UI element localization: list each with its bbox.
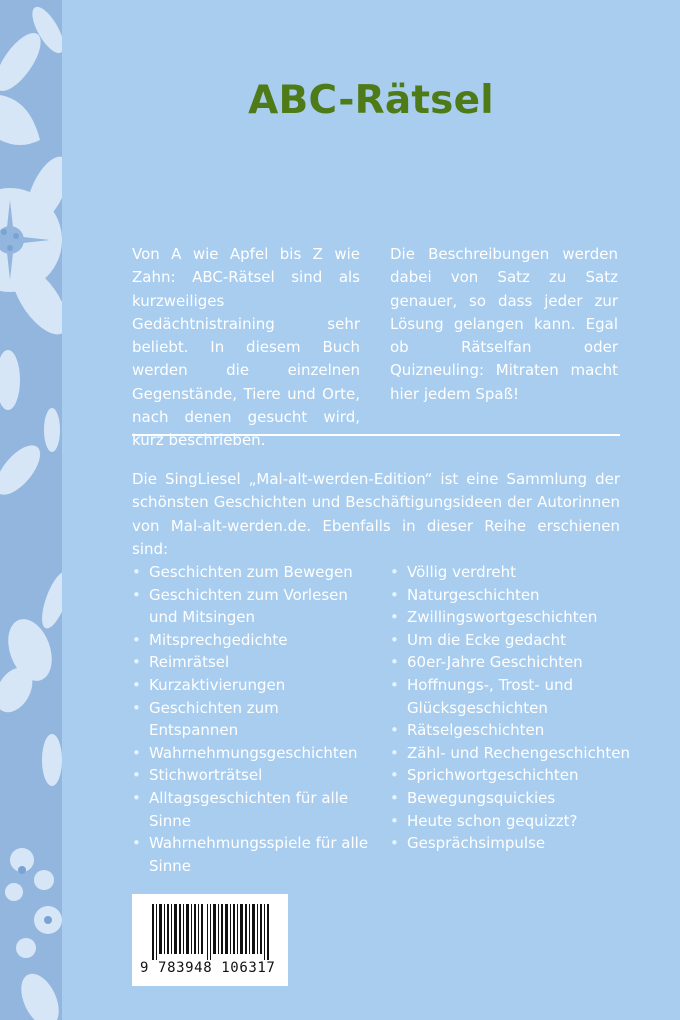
description-left: Von A wie Apfel bis Z wie Zahn: ABC-Rätsel sind als kurzweiliges Gedächtnistraining sehr beliebt. In diesem Buch werden die einzelnen Gegenstände, Tiere und Orte, nach denen gesucht wird, kurz beschrieben. bbox=[132, 245, 360, 450]
list-item: • Rätselgeschichten bbox=[390, 719, 630, 742]
flower-pattern-icon bbox=[0, 0, 62, 1020]
list-item: • Wahrnehmungsgeschichten bbox=[132, 742, 372, 765]
list-item: • Bewegungsquickies bbox=[390, 787, 630, 810]
list-item: • Gesprächsimpulse bbox=[390, 832, 630, 855]
list-item: • Geschichten zum Bewegen bbox=[132, 561, 372, 584]
floral-spine-strip bbox=[0, 0, 62, 1020]
list-item: • Geschichten zum Vorlesen und Mitsingen bbox=[132, 584, 372, 629]
list-item: • Geschichten zum Entspannen bbox=[132, 697, 372, 742]
list-item: • Reimrätsel bbox=[132, 651, 372, 674]
list-item: • Um die Ecke gedacht bbox=[390, 629, 630, 652]
list-item: • 60er-Jahre Geschichten bbox=[390, 651, 630, 674]
list-item: • Hoffnungs-, Trost- und Glücksgeschichten bbox=[390, 674, 630, 719]
series-intro: Die SingLiesel „Mal-alt-werden-Edition“ ist eine Sammlung der schönsten Geschichten und Beschäftigungsideen der Autorinnen von Mal-alt-werden.de. Ebenfalls in dieser Reihe erschienen sind: bbox=[132, 470, 620, 558]
list-item: • Wahrnehmungsspiele für alle Sinne bbox=[132, 832, 372, 877]
list-item: • Alltagsgeschichten für alle Sinne bbox=[132, 787, 372, 832]
list-item: • Kurzaktivierungen bbox=[132, 674, 372, 697]
list-item: • Stichworträtsel bbox=[132, 764, 372, 787]
list-item: • Sprichwortgeschichten bbox=[390, 764, 630, 787]
list-item: • Zwillingswortgeschichten bbox=[390, 606, 630, 629]
barcode-icon bbox=[152, 904, 270, 960]
book-title: ABC-Rätsel bbox=[248, 78, 494, 123]
list-item: • Heute schon gequizzt? bbox=[390, 810, 630, 833]
series-list-left bbox=[132, 561, 372, 877]
barcode-number: 9 783948 106317 bbox=[140, 960, 276, 976]
barcode bbox=[132, 894, 288, 986]
divider bbox=[132, 434, 620, 436]
series-list-right bbox=[390, 561, 630, 855]
description-right: Die Beschreibungen werden dabei von Satz zu Satz genauer, so dass jeder zur Lösung gelangen kann. Egal ob Rätselfan oder Quizneuling: Mitraten macht hier jedem Spaß! bbox=[390, 245, 618, 403]
list-item: • Zähl- und Rechengeschichten bbox=[390, 742, 630, 765]
list-item: • Mitsprechgedichte bbox=[132, 629, 372, 652]
list-item: • Naturgeschichten bbox=[390, 584, 630, 607]
list-item: • Völlig verdreht bbox=[390, 561, 630, 584]
